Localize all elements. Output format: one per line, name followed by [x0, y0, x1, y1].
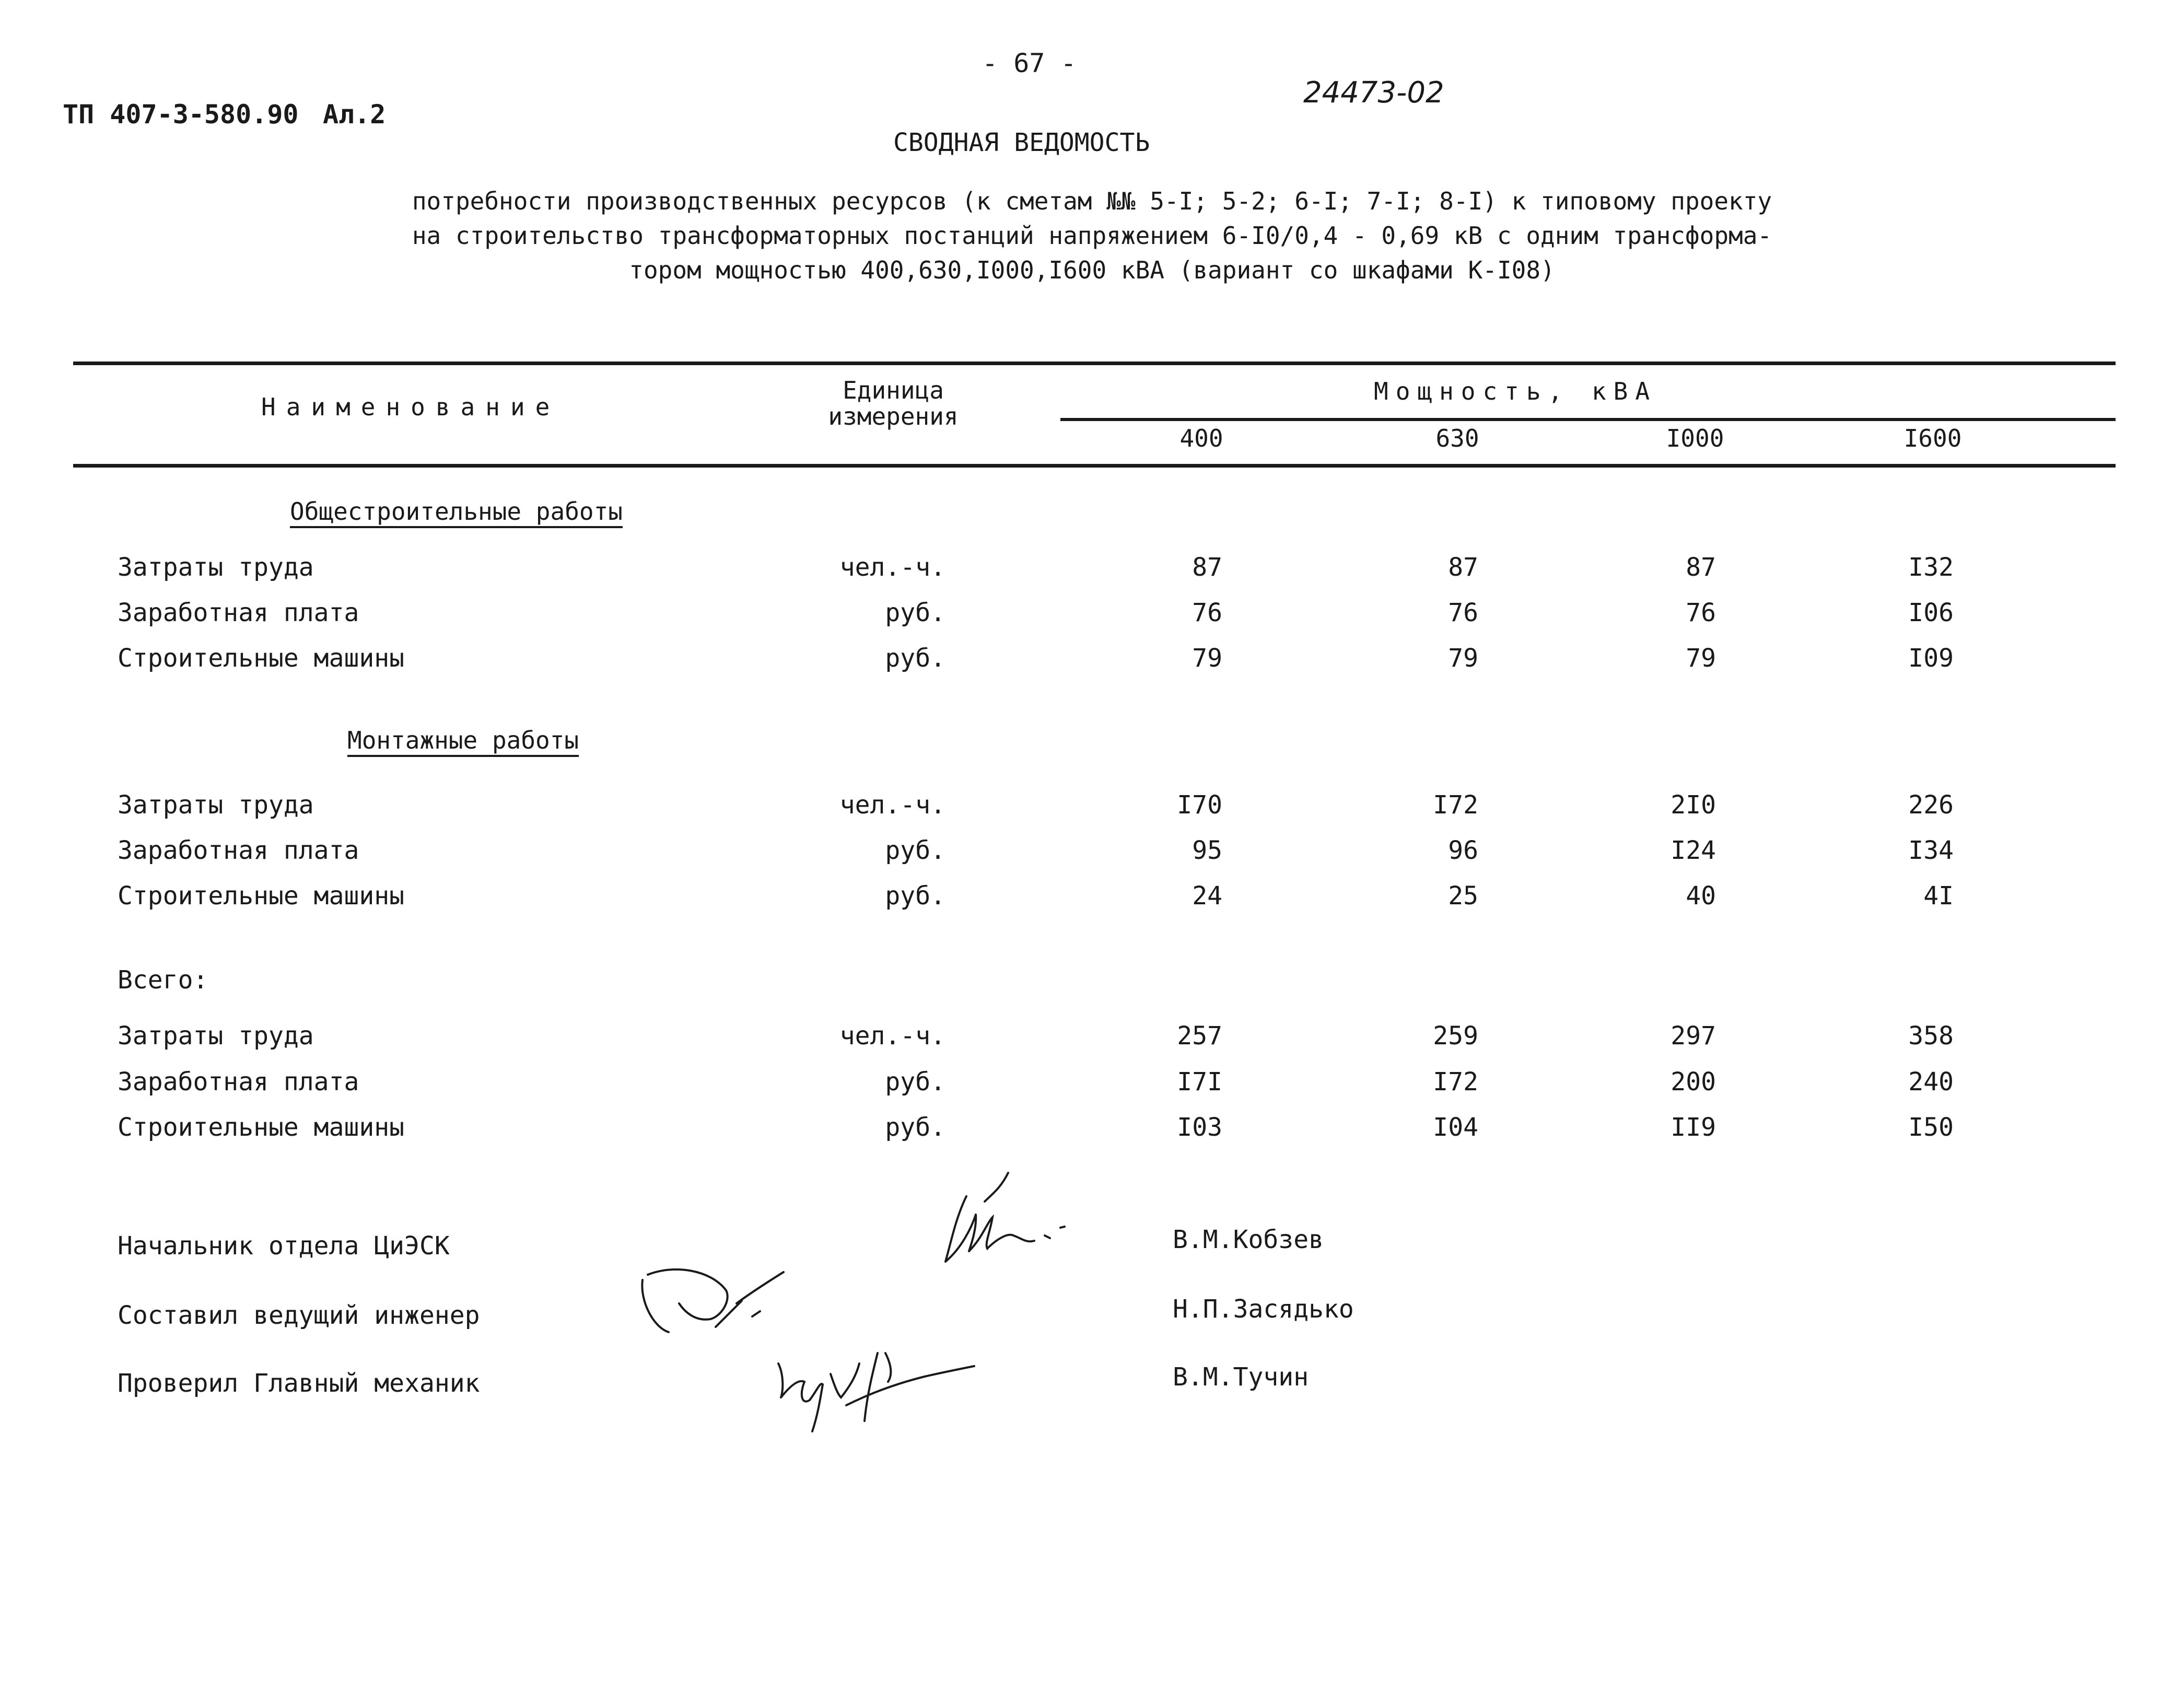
signature-role: Проверил Главный механик: [118, 1369, 480, 1398]
row-value-400: I70: [1177, 790, 1222, 820]
row-name: Заработная плата: [118, 598, 359, 627]
row-value-1000: 2I0: [1671, 790, 1716, 820]
row-value-1600: 226: [1908, 790, 1954, 820]
table-row: [0, 553, 2184, 589]
row-unit: чел.-ч.: [839, 553, 945, 582]
table-row: [0, 598, 2184, 635]
row-unit: руб.: [885, 644, 945, 673]
handwritten-signature-3: [768, 1332, 977, 1437]
table-row: [0, 881, 2184, 918]
table-row: [0, 644, 2184, 680]
row-value-1000: I24: [1671, 836, 1716, 865]
row-value-630: 96: [1448, 836, 1478, 865]
signature-name: Н.П.Засядько: [1173, 1295, 1354, 1324]
table-row: [0, 1067, 2184, 1104]
row-value-1600: I09: [1908, 644, 1954, 673]
row-value-400: 95: [1192, 836, 1222, 865]
row-value-1000: 76: [1686, 598, 1716, 627]
row-name: Строительные машины: [118, 644, 405, 673]
row-value-630: I72: [1433, 790, 1478, 820]
row-name: Затраты труда: [118, 790, 314, 820]
row-unit: руб.: [885, 836, 945, 865]
column-header-power: Мощность, кВА: [1374, 377, 1657, 405]
section-title-general-construction: Общестроительные работы: [290, 497, 623, 526]
row-value-400: 257: [1177, 1021, 1222, 1051]
signature-role: Начальник отдела ЦиЭСК: [118, 1231, 450, 1261]
row-value-1000: 87: [1686, 553, 1716, 582]
row-value-400: 24: [1192, 881, 1222, 911]
row-name: Затраты труда: [118, 553, 314, 582]
row-value-1000: 40: [1686, 881, 1716, 911]
column-header-unit: Единица измерения: [828, 376, 959, 430]
signature-role: Составил ведущий инженер: [118, 1301, 480, 1330]
row-name: Затраты труда: [118, 1021, 314, 1051]
page-title: СВОДНАЯ ВЕДОМОСТЬ: [893, 128, 1150, 157]
handwritten-signature-1: [935, 1165, 1081, 1269]
signature-row: [0, 1362, 2184, 1411]
handwritten-number: 24473-02: [1303, 76, 1444, 110]
row-unit: руб.: [885, 598, 945, 627]
row-value-1600: 358: [1908, 1021, 1954, 1051]
subtitle-line-3: тором мощностью 400,630,I000,I600 кВА (вариант со шкафами К-I08): [629, 256, 1555, 284]
signature-name: В.М.Тучин: [1173, 1362, 1309, 1392]
row-value-400: 76: [1192, 598, 1222, 627]
row-value-630: 259: [1433, 1021, 1478, 1051]
row-unit: руб.: [885, 1067, 945, 1097]
row-unit: чел.-ч.: [839, 1021, 945, 1051]
row-value-400: I03: [1177, 1113, 1222, 1142]
row-value-400: 79: [1192, 644, 1222, 673]
row-name: Строительные машины: [118, 1113, 405, 1142]
row-value-1000: 297: [1671, 1021, 1716, 1051]
row-value-630: 76: [1448, 598, 1478, 627]
row-name: Заработная плата: [118, 1067, 359, 1097]
table-row: [0, 1021, 2184, 1058]
row-value-1000: II9: [1671, 1113, 1716, 1142]
table-row: [0, 836, 2184, 872]
row-unit: руб.: [885, 1113, 945, 1142]
document-code: ТП 407-3-580.90: [63, 99, 299, 130]
row-value-1600: 4I: [1923, 881, 1954, 911]
row-value-1600: 240: [1908, 1067, 1954, 1097]
power-header-rule: [1060, 418, 2116, 421]
row-value-1600: I34: [1908, 836, 1954, 865]
row-name: Заработная плата: [118, 836, 359, 865]
column-header-400: 400: [1179, 424, 1223, 452]
page-number: - 67 -: [982, 48, 1077, 78]
column-header-name: Наименование: [261, 393, 560, 421]
signature-row: [0, 1225, 2184, 1273]
column-header-630: 630: [1435, 424, 1479, 452]
table-header-bottom-rule: [73, 464, 2116, 468]
signature-name: В.М.Кобзев: [1173, 1225, 1324, 1254]
column-header-1600: I600: [1903, 424, 1962, 452]
row-value-630: 87: [1448, 553, 1478, 582]
row-value-1600: I50: [1908, 1113, 1954, 1142]
row-value-1600: I06: [1908, 598, 1954, 627]
table-row: [0, 790, 2184, 827]
subtitle-line-2: на строительство трансформаторных постанций напряжением 6-I0/0,4 - 0,69 кВ с одним трансформа-: [412, 222, 1772, 250]
row-unit: руб.: [885, 881, 945, 911]
row-value-630: I04: [1433, 1113, 1478, 1142]
row-value-630: I72: [1433, 1067, 1478, 1097]
signature-row: [0, 1295, 2184, 1343]
sheet-label: Ал.2: [323, 99, 386, 130]
row-value-1000: 200: [1671, 1067, 1716, 1097]
row-value-1000: 79: [1686, 644, 1716, 673]
table-top-rule: [73, 362, 2116, 365]
row-value-400: I7I: [1177, 1067, 1222, 1097]
row-value-1600: I32: [1908, 553, 1954, 582]
section-title-installation: Монтажные работы: [347, 726, 579, 754]
row-name: Строительные машины: [118, 881, 405, 911]
subtitle-line-1: потребности производственных ресурсов (к сметам №№ 5-I; 5-2; 6-I; 7-I; 8-I) к типовому проекту: [412, 187, 1772, 215]
total-label: Всего:: [118, 965, 208, 995]
row-value-400: 87: [1192, 553, 1222, 582]
table-row: [0, 1113, 2184, 1149]
row-value-630: 25: [1448, 881, 1478, 911]
handwritten-signature-2: [632, 1254, 789, 1343]
column-header-1000: I000: [1666, 424, 1724, 452]
row-value-630: 79: [1448, 644, 1478, 673]
row-unit: чел.-ч.: [839, 790, 945, 820]
